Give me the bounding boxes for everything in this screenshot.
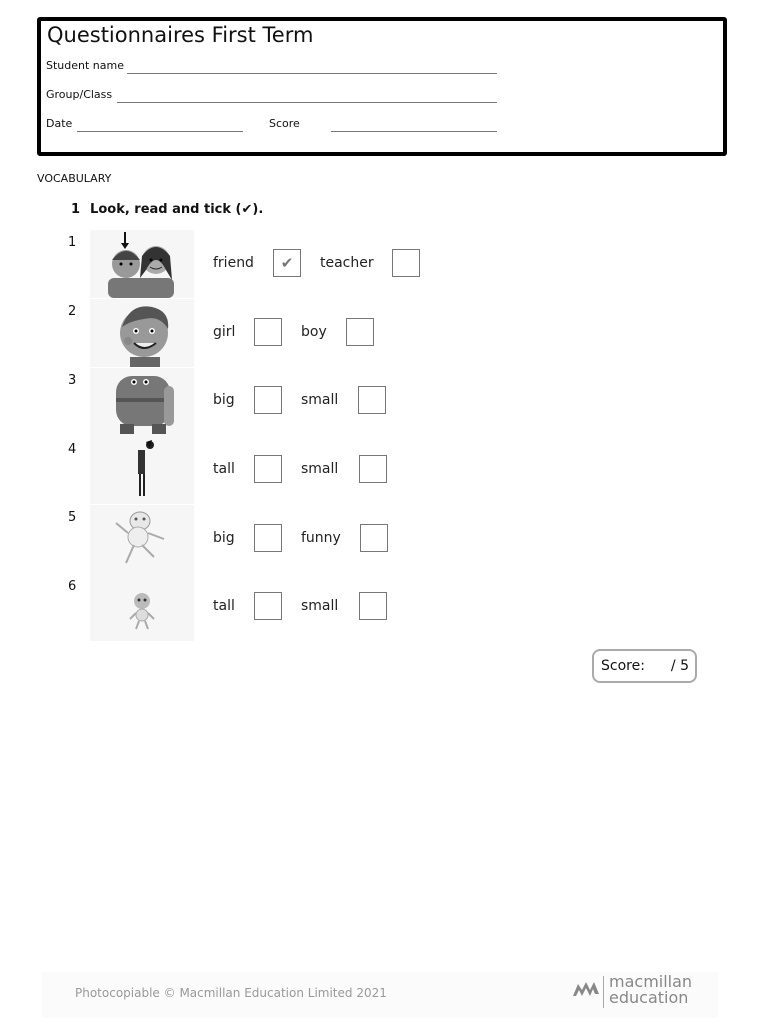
macmillan-mark-icon (573, 978, 599, 1000)
exercise-instruction (71, 202, 263, 217)
student-name-line[interactable] (127, 73, 497, 74)
date-label: Date (46, 117, 73, 130)
tick-box[interactable] (254, 592, 282, 620)
tick-box[interactable] (360, 524, 388, 552)
option-label: friend (213, 255, 254, 271)
tick-box[interactable] (346, 318, 374, 346)
option-label: tall (213, 461, 235, 477)
logo-text (609, 974, 692, 1006)
score-box[interactable] (592, 649, 697, 683)
student-info-box (37, 17, 727, 156)
logo-line-1: macmillan (609, 972, 693, 991)
item-number: 3 (68, 373, 77, 388)
two-friends-illustration (90, 230, 194, 298)
tick-box[interactable] (254, 524, 282, 552)
group-class-line[interactable] (117, 102, 497, 103)
option-label: small (301, 392, 339, 408)
score-box-label: Score: (601, 658, 645, 674)
page-title: Questionnaires First Term (47, 23, 314, 47)
score-total: / 5 (670, 658, 689, 674)
option-label: girl (213, 324, 236, 340)
option-label: tall (213, 598, 235, 614)
small-monkey-illustration (90, 573, 194, 641)
big-monster-illustration (90, 368, 194, 436)
option-label: small (301, 598, 339, 614)
logo-line-2: education (609, 988, 689, 1007)
tick-box[interactable] (358, 386, 386, 414)
option-label: funny (301, 530, 341, 546)
item-number: 2 (68, 304, 77, 319)
tick-box[interactable]: ✔ (273, 249, 301, 277)
boy-face-illustration (90, 299, 194, 367)
option-label: teacher (320, 255, 374, 271)
score-line[interactable] (331, 131, 497, 132)
option-label: big (213, 530, 235, 546)
option-label: small (301, 461, 339, 477)
item-number: 4 (68, 442, 77, 457)
section-heading: VOCABULARY (37, 172, 112, 185)
item-number: 5 (68, 510, 77, 525)
tick-box[interactable] (254, 318, 282, 346)
date-line[interactable] (77, 131, 243, 132)
exercise-text: Look, read and tick (✔). (90, 202, 264, 217)
tick-box[interactable] (359, 455, 387, 483)
option-label: big (213, 392, 235, 408)
tick-box[interactable] (254, 455, 282, 483)
exercise-number: 1 (71, 202, 81, 217)
option-label: boy (301, 324, 327, 340)
student-name-label: Student name (46, 59, 124, 72)
tall-figure-illustration (90, 436, 194, 504)
logo-separator (603, 976, 604, 1008)
copyright-text: Photocopiable © Macmillan Education Limited 2021 (75, 986, 387, 1000)
score-label: Score (269, 117, 300, 130)
tick-box[interactable] (392, 249, 420, 277)
tick-box[interactable] (254, 386, 282, 414)
item-number: 1 (68, 235, 77, 250)
item-number: 6 (68, 579, 77, 594)
funny-hamster-illustration (90, 505, 194, 573)
macmillan-logo (573, 974, 703, 1014)
tick-box[interactable] (359, 592, 387, 620)
group-class-label: Group/Class (46, 88, 113, 101)
